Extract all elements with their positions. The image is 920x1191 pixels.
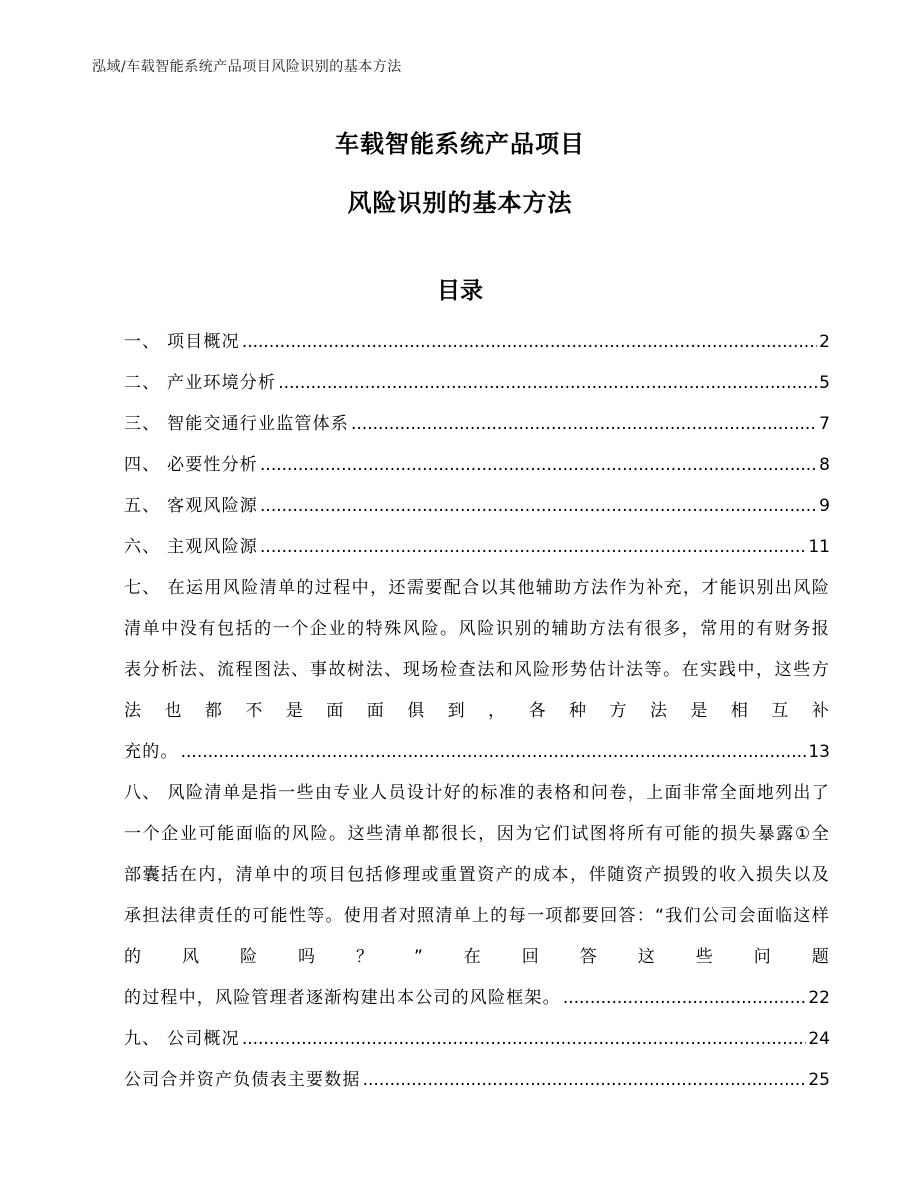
- toc-entry-label: 四、 必要性分析: [124, 455, 259, 475]
- toc-entry-3[interactable]: [124, 404, 830, 445]
- toc-entry-label: 公司合并资产负债表主要数据: [124, 1070, 361, 1090]
- toc-page-number: 13: [808, 742, 830, 762]
- toc-leader-dots: [278, 363, 817, 404]
- toc-entry-body: 七、 在运用风险清单的过程中，还需要配合以其他辅助方法作为补充，才能识别出风险清单中没有包括的一个企业的特殊风险。风险识别的辅助方法有很多，常用的有财务报表分析法、流程图法、事故树法、现场检查法和风险形势估计法等。在实践中，这些方法也都不是面面俱到，各种方法是相互补: [124, 578, 830, 721]
- toc-entry-last-line: [124, 732, 830, 773]
- toc-leader-dots: [351, 404, 817, 445]
- toc-leader-dots: [181, 732, 807, 773]
- document-title-line-1: 车载智能系统产品项目: [335, 130, 585, 158]
- toc-entry-label: 三、 智能交通行业监管体系: [124, 414, 350, 434]
- toc-entry-last-line: [124, 978, 830, 1019]
- document-title-line-2: 风险识别的基本方法: [347, 189, 573, 217]
- toc-leader-dots: [260, 527, 806, 568]
- toc-entry-7[interactable]: [124, 568, 830, 773]
- toc-leader-dots: [242, 1019, 807, 1060]
- toc-page-number: 22: [808, 988, 830, 1008]
- toc-entry-tail: 的过程中，风险管理者逐渐构建出本公司的风险框架。: [124, 988, 561, 1008]
- toc-leader-dots: [242, 322, 817, 363]
- table-of-contents: [124, 322, 830, 1101]
- toc-entry-10[interactable]: [124, 1060, 830, 1101]
- toc-entry-5[interactable]: [124, 486, 830, 527]
- toc-page-number: 8: [819, 455, 830, 475]
- toc-leader-dots: [260, 445, 817, 486]
- toc-leader-dots: [363, 1060, 807, 1101]
- running-header: 泓域/车载智能系统产品项目风险识别的基本方法: [92, 59, 402, 75]
- toc-entry-2[interactable]: [124, 363, 830, 404]
- toc-heading: 目录: [437, 278, 483, 304]
- toc-page-number: 7: [819, 414, 830, 434]
- toc-leader-dots: [563, 978, 807, 1019]
- toc-entry-9[interactable]: [124, 1019, 830, 1060]
- toc-page-number: 11: [808, 537, 830, 557]
- toc-entry-4[interactable]: [124, 445, 830, 486]
- toc-entry-label: 二、 产业环境分析: [124, 373, 277, 393]
- toc-entry-label: 六、 主观风险源: [124, 537, 259, 557]
- toc-page-number: 5: [819, 373, 830, 393]
- toc-entry-6[interactable]: [124, 527, 830, 568]
- toc-leader-dots: [260, 486, 817, 527]
- toc-entry-1[interactable]: [124, 322, 830, 363]
- toc-entry-label: 五、 客观风险源: [124, 496, 259, 516]
- toc-page-number: 24: [808, 1029, 830, 1049]
- toc-entry-label: 一、 项目概况: [124, 332, 240, 352]
- toc-page-number: 9: [819, 496, 830, 516]
- toc-entry-label: 九、 公司概况: [124, 1029, 240, 1049]
- toc-entry-8[interactable]: [124, 773, 830, 1019]
- toc-entry-body: 八、 风险清单是指一些由专业人员设计好的标准的表格和问卷，上面非常全面地列出了一个企业可能面临的风险。这些清单都很长，因为它们试图将所有可能的损失暴露①全部囊括在内，清单中的项目包括修理或重置资产的成本，伴随资产损毁的收入损失以及承担法律责任的可能性等。使用者对照清单上的每一项都要回答：“我们公司会面临这样的风险吗？”在回答这些问题: [124, 783, 830, 967]
- toc-entry-tail: 充的。: [124, 742, 179, 762]
- toc-page-number: 2: [819, 332, 830, 352]
- toc-page-number: 25: [808, 1070, 830, 1090]
